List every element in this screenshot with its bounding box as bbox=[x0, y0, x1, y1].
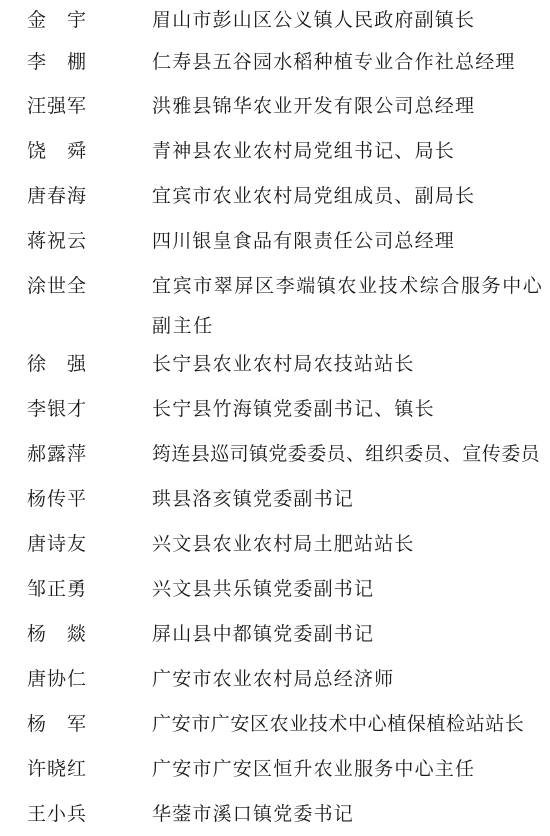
person-name: 杨传平 bbox=[27, 488, 88, 510]
person-name: 杨 燚 bbox=[27, 623, 88, 645]
person-name: 饶 舜 bbox=[27, 140, 88, 162]
person-name: 邹正勇 bbox=[27, 578, 88, 600]
person-name: 王小兵 bbox=[27, 803, 88, 825]
person-title: 广安市农业农村局总经济师 bbox=[152, 668, 395, 690]
person-title: 仁寿县五谷园水稻种植专业合作社总经理 bbox=[152, 51, 516, 73]
person-title: 四川银皇食品有限责任公司总经理 bbox=[152, 230, 456, 252]
person-title: 屏山县中都镇党委副书记 bbox=[152, 623, 375, 645]
person-name: 涂世全 bbox=[27, 275, 88, 297]
person-title: 青神县农业农村局党组书记、局长 bbox=[152, 140, 456, 162]
person-title: 珙县洛亥镇党委副书记 bbox=[152, 488, 355, 510]
person-name: 蒋祝云 bbox=[27, 230, 88, 252]
person-title: 宜宾市翠屏区李端镇农业技术综合服务中心副主任 bbox=[152, 275, 544, 337]
person-name: 李 棚 bbox=[27, 51, 88, 73]
person-title: 华蓥市溪口镇党委书记 bbox=[152, 803, 355, 825]
person-title: 筠连县巡司镇党委委员、组织委员、宣传委员 bbox=[152, 443, 541, 465]
person-title: 广安市广安区农业技术中心植保植检站站长 bbox=[152, 713, 525, 735]
person-title: 洪雅县锦华农业开发有限公司总经理 bbox=[152, 95, 476, 117]
person-name: 李银才 bbox=[27, 398, 88, 420]
person-title: 兴文县农业农村局土肥站站长 bbox=[152, 533, 415, 555]
person-name: 汪强军 bbox=[27, 95, 88, 117]
person-title: 长宁县竹海镇党委副书记、镇长 bbox=[152, 398, 435, 420]
person-title: 眉山市彭山区公义镇人民政府副镇长 bbox=[152, 9, 476, 31]
person-name: 唐协仁 bbox=[27, 668, 88, 690]
person-name: 金 宇 bbox=[27, 9, 88, 31]
person-name: 徐 强 bbox=[27, 353, 88, 375]
person-name: 唐春海 bbox=[27, 185, 88, 207]
person-name: 许晓红 bbox=[27, 758, 88, 780]
person-title: 兴文县共乐镇党委副书记 bbox=[152, 578, 375, 600]
person-title: 广安市广安区恒升农业服务中心主任 bbox=[152, 758, 476, 780]
person-name: 唐诗友 bbox=[27, 533, 88, 555]
person-name: 郝露萍 bbox=[27, 443, 88, 465]
person-title: 宜宾市农业农村局党组成员、副局长 bbox=[152, 185, 476, 207]
person-name: 杨 军 bbox=[27, 713, 88, 735]
person-title: 长宁县农业农村局农技站站长 bbox=[152, 353, 415, 375]
